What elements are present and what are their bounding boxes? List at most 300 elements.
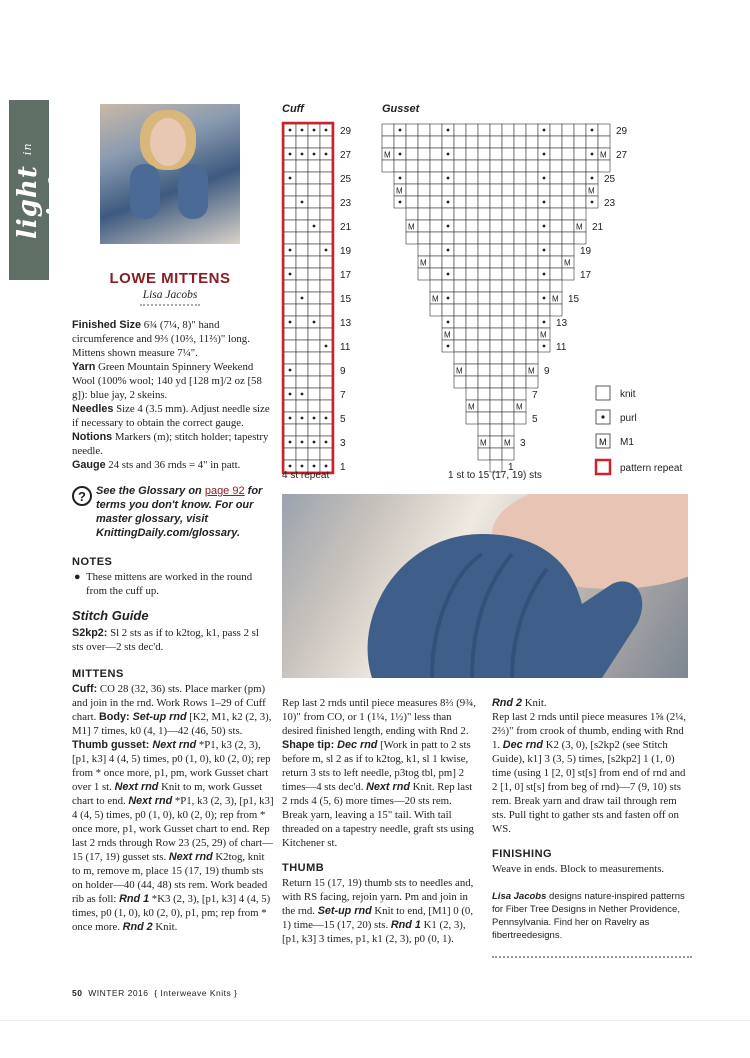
row-number: 23 bbox=[340, 198, 352, 209]
chart-cell bbox=[382, 136, 394, 148]
chart-cell bbox=[526, 136, 538, 148]
m1-symbol: M bbox=[528, 366, 535, 376]
chart-cell bbox=[526, 268, 538, 280]
chart-cell bbox=[478, 136, 490, 148]
row-number: 1 bbox=[340, 462, 346, 473]
chart-cell bbox=[478, 124, 490, 136]
purl-dot bbox=[447, 345, 450, 348]
row-number: 19 bbox=[340, 246, 352, 257]
chart-cell bbox=[538, 136, 550, 148]
chart-cell bbox=[454, 184, 466, 196]
chart-cell bbox=[490, 316, 502, 328]
chart-cell bbox=[514, 220, 526, 232]
row-number: 23 bbox=[604, 198, 616, 209]
chart-cell bbox=[514, 376, 526, 388]
chart-cell bbox=[514, 340, 526, 352]
chart-cell bbox=[406, 148, 418, 160]
chart-cell bbox=[418, 160, 430, 172]
chart-cell bbox=[514, 124, 526, 136]
purl-dot bbox=[301, 297, 304, 300]
chart-cell bbox=[526, 304, 538, 316]
chart-cell bbox=[478, 280, 490, 292]
chart-cell bbox=[502, 448, 514, 460]
chart-cell bbox=[394, 136, 406, 148]
chart-cell bbox=[502, 268, 514, 280]
chart-cell bbox=[550, 304, 562, 316]
m1-symbol: M bbox=[480, 438, 487, 448]
chart-cell bbox=[478, 304, 490, 316]
chart-cell bbox=[320, 328, 332, 340]
chart-cell bbox=[490, 424, 502, 436]
chart-cell bbox=[538, 184, 550, 196]
chart-cell bbox=[430, 124, 442, 136]
chart-cell bbox=[550, 268, 562, 280]
m1-symbol: M bbox=[408, 222, 415, 232]
question-icon: ? bbox=[72, 486, 92, 506]
chart-cell bbox=[490, 448, 502, 460]
chart-cell bbox=[430, 220, 442, 232]
chart-cell bbox=[284, 280, 296, 292]
chart-cell bbox=[514, 280, 526, 292]
chart-cell bbox=[430, 268, 442, 280]
spec-item: Needles Size 4 (3.5 mm). Adjust needle size if necessary to obtain the correct gauge. bbox=[72, 403, 270, 429]
chart-cell bbox=[418, 196, 430, 208]
chart-cell bbox=[466, 196, 478, 208]
purl-dot bbox=[325, 129, 328, 132]
purl-dot bbox=[447, 249, 450, 252]
purl-dot bbox=[591, 153, 594, 156]
purl-dot bbox=[325, 417, 328, 420]
page-footer: 50 WINTER 2016 { Interweave Knits } bbox=[72, 988, 238, 998]
chart-cell bbox=[478, 220, 490, 232]
chart-cell bbox=[478, 448, 490, 460]
chart-cell bbox=[514, 364, 526, 376]
chart-cell bbox=[526, 340, 538, 352]
chart-cell bbox=[478, 232, 490, 244]
chart-cell bbox=[466, 280, 478, 292]
purl-dot bbox=[313, 225, 316, 228]
notes-bullet: ● These mittens are worked in the round from the cuff up. bbox=[74, 571, 253, 597]
chart-cell bbox=[320, 388, 332, 400]
purl-dot bbox=[543, 153, 546, 156]
chart-cell bbox=[284, 304, 296, 316]
chart-cell bbox=[308, 364, 320, 376]
chart-cell bbox=[296, 232, 308, 244]
cuff-chart-label: Cuff bbox=[282, 103, 304, 115]
row-number: 15 bbox=[340, 294, 352, 305]
purl-dot bbox=[543, 201, 546, 204]
chart-cell bbox=[526, 160, 538, 172]
chart-cell bbox=[320, 232, 332, 244]
chart-cell bbox=[308, 280, 320, 292]
m1-symbol: M bbox=[600, 150, 607, 160]
chart-cell bbox=[502, 304, 514, 316]
chart-cell bbox=[562, 184, 574, 196]
chart-cell bbox=[490, 352, 502, 364]
row-number: 21 bbox=[592, 222, 604, 233]
chart-cell bbox=[454, 124, 466, 136]
chart-cell bbox=[526, 280, 538, 292]
spec-item: Gauge 24 sts and 36 rnds = 4" in patt. bbox=[72, 459, 241, 471]
purl-dot bbox=[447, 297, 450, 300]
chart-cell bbox=[454, 316, 466, 328]
spec-item: Yarn Green Mountain Spinnery Weekend Wool (100% wool; 140 yd [128 m]/2 oz [58 g]): blue jay, 2 skeins. bbox=[72, 361, 262, 401]
chart-cell bbox=[490, 208, 502, 220]
chart-cell bbox=[320, 256, 332, 268]
purl-dot bbox=[399, 201, 402, 204]
chart-cell bbox=[466, 340, 478, 352]
chart-cell bbox=[454, 196, 466, 208]
chart-cell bbox=[308, 328, 320, 340]
m1-symbol: M bbox=[504, 438, 511, 448]
finishing-text: Weave in ends. Block to measurements. bbox=[492, 863, 665, 875]
chart-cell bbox=[454, 208, 466, 220]
purl-dot bbox=[325, 153, 328, 156]
purl-dot bbox=[325, 441, 328, 444]
chart-cell bbox=[320, 268, 332, 280]
purl-dot bbox=[447, 225, 450, 228]
chart-cell bbox=[296, 172, 308, 184]
chart-cell bbox=[308, 388, 320, 400]
chart-cell bbox=[308, 292, 320, 304]
purl-dot bbox=[447, 273, 450, 276]
chart-cell bbox=[562, 208, 574, 220]
chart-cell bbox=[430, 196, 442, 208]
glossary-note: ? See the Glossary on page 92 for terms you don't know. For our master glossary, visit KnittingDaily.com/glossary. bbox=[72, 484, 272, 540]
chart-cell bbox=[490, 328, 502, 340]
chart-cell bbox=[406, 160, 418, 172]
chart-cell bbox=[490, 280, 502, 292]
row-number: 29 bbox=[340, 126, 352, 137]
chart-cell bbox=[320, 208, 332, 220]
chart-cell bbox=[478, 388, 490, 400]
row-number: 3 bbox=[520, 438, 526, 449]
finishing-heading: FINISHING bbox=[492, 848, 553, 860]
chart-cell bbox=[284, 376, 296, 388]
m1-symbol: M bbox=[564, 258, 571, 268]
notes-heading: NOTES bbox=[72, 556, 113, 568]
chart-cell bbox=[550, 124, 562, 136]
chart-cell bbox=[526, 292, 538, 304]
chart-cell bbox=[466, 292, 478, 304]
chart-cell bbox=[490, 400, 502, 412]
chart-cell bbox=[490, 436, 502, 448]
row-number: 27 bbox=[340, 150, 352, 161]
chart-cell bbox=[442, 136, 454, 148]
row-number: 29 bbox=[616, 126, 628, 137]
chart-cell bbox=[320, 316, 332, 328]
chart-cell bbox=[466, 352, 478, 364]
purl-dot bbox=[289, 465, 292, 468]
chart-cell bbox=[598, 124, 610, 136]
m1-symbol: M bbox=[444, 330, 451, 340]
chart-cell bbox=[296, 244, 308, 256]
chart-cell bbox=[562, 148, 574, 160]
chart-cell bbox=[526, 244, 538, 256]
chart-cell bbox=[442, 232, 454, 244]
row-number: 1 bbox=[508, 462, 514, 473]
purl-dot bbox=[313, 441, 316, 444]
chart-cell bbox=[284, 424, 296, 436]
chart-cell bbox=[430, 184, 442, 196]
chart-cell bbox=[308, 184, 320, 196]
row-number: 11 bbox=[556, 342, 567, 353]
row-number: 17 bbox=[580, 270, 592, 281]
purl-dot bbox=[325, 249, 328, 252]
purl-dot bbox=[543, 345, 546, 348]
chart-cell bbox=[466, 136, 478, 148]
chart-cell bbox=[442, 256, 454, 268]
chart-cell bbox=[526, 172, 538, 184]
chart-cell bbox=[478, 268, 490, 280]
chart-cell bbox=[490, 172, 502, 184]
purl-dot bbox=[301, 129, 304, 132]
chart-cell bbox=[308, 340, 320, 352]
chart-cell bbox=[478, 352, 490, 364]
legend-label: pattern repeat bbox=[620, 463, 683, 474]
chart-cell bbox=[502, 160, 514, 172]
chart-cell bbox=[454, 340, 466, 352]
m1-symbol: M bbox=[516, 402, 523, 412]
purl-dot bbox=[301, 417, 304, 420]
chart-cell bbox=[418, 208, 430, 220]
gusset-chart-label: Gusset bbox=[382, 103, 420, 115]
chart-cell bbox=[466, 220, 478, 232]
chart-cell bbox=[466, 376, 478, 388]
row-number: 7 bbox=[340, 390, 346, 401]
chart-cell bbox=[574, 148, 586, 160]
chart-cell bbox=[320, 424, 332, 436]
chart-cell bbox=[478, 160, 490, 172]
chart-cell bbox=[284, 340, 296, 352]
chart-cell bbox=[382, 124, 394, 136]
m1-symbol: M bbox=[420, 258, 427, 268]
row-number: 25 bbox=[340, 174, 352, 185]
col2-text-1: Rep last 2 rnds until piece measures 8⅔ (9¾, 10)" from CO, or 1 (1¼, 1½)" less than desired finished length, ending with Rnd 2. Shape tip: Dec rnd [Work in patt to 2 sts before m, sl 2 as if to k2tog, k1, sl 1 kwise, return 3 sts to left needle, p3tog tbl, pm] 2 times—4 sts dec'd. Next rnd Knit. Rep last 2 rnds 4 (5, 6) more times—20 sts rem. Break yarn, leaving a 15" tail. With tail threaded on a tapestry needle, graft sts using Kitchener st. bbox=[282, 697, 477, 849]
chart-cell bbox=[550, 244, 562, 256]
chart-cell bbox=[586, 160, 598, 172]
row-number: 9 bbox=[544, 366, 550, 377]
chart-cell bbox=[550, 196, 562, 208]
chart-cell bbox=[490, 220, 502, 232]
chart-cell bbox=[308, 400, 320, 412]
chart-cell bbox=[478, 208, 490, 220]
chart-cell bbox=[502, 328, 514, 340]
chart-cell bbox=[406, 208, 418, 220]
chart-cell bbox=[562, 220, 574, 232]
chart-cell bbox=[454, 352, 466, 364]
chart-cell bbox=[284, 220, 296, 232]
chart-cell bbox=[418, 172, 430, 184]
chart-cell bbox=[562, 196, 574, 208]
chart-cell bbox=[320, 400, 332, 412]
chart-cell bbox=[320, 160, 332, 172]
chart-cell bbox=[296, 268, 308, 280]
chart-cell bbox=[320, 292, 332, 304]
chart-cell bbox=[442, 160, 454, 172]
chart-cell bbox=[514, 352, 526, 364]
chart-cell bbox=[308, 136, 320, 148]
bio-underline bbox=[492, 956, 692, 958]
chart-cell bbox=[454, 256, 466, 268]
chart-cell bbox=[502, 340, 514, 352]
chart-cell bbox=[550, 280, 562, 292]
chart-cell bbox=[308, 352, 320, 364]
chart-cell bbox=[418, 268, 430, 280]
chart-cell bbox=[296, 184, 308, 196]
chart-cell bbox=[430, 280, 442, 292]
legend-swatch bbox=[596, 386, 610, 400]
chart-cell bbox=[406, 172, 418, 184]
chart-cell bbox=[502, 424, 514, 436]
chart-cell bbox=[502, 364, 514, 376]
chart-cell bbox=[598, 160, 610, 172]
chart-cell bbox=[406, 196, 418, 208]
chart-cell bbox=[430, 160, 442, 172]
chart-cell bbox=[550, 160, 562, 172]
chart-cell bbox=[466, 328, 478, 340]
chart-cell bbox=[490, 292, 502, 304]
chart-cell bbox=[514, 292, 526, 304]
chart-cell bbox=[574, 232, 586, 244]
chart-cell bbox=[502, 280, 514, 292]
chart-cell bbox=[478, 412, 490, 424]
chart-cell bbox=[284, 328, 296, 340]
chart-cell bbox=[514, 160, 526, 172]
chart-cell bbox=[574, 184, 586, 196]
chart-cell bbox=[490, 388, 502, 400]
chart-cell bbox=[296, 376, 308, 388]
glossary-page-link[interactable]: page 92 bbox=[204, 485, 245, 497]
chart-cell bbox=[562, 124, 574, 136]
chart-cell bbox=[308, 196, 320, 208]
chart-cell bbox=[526, 352, 538, 364]
chart-cell bbox=[538, 232, 550, 244]
chart-cell bbox=[296, 400, 308, 412]
chart-cell bbox=[284, 232, 296, 244]
chart-cell bbox=[514, 232, 526, 244]
chart-cell bbox=[430, 172, 442, 184]
chart-cell bbox=[526, 232, 538, 244]
chart-cell bbox=[550, 136, 562, 148]
chart-cell bbox=[550, 220, 562, 232]
row-number: 25 bbox=[604, 174, 616, 185]
chart-cell bbox=[562, 136, 574, 148]
purl-dot bbox=[289, 249, 292, 252]
purl-dot bbox=[543, 249, 546, 252]
chart-cell bbox=[574, 160, 586, 172]
chart-cell bbox=[490, 304, 502, 316]
purl-dot bbox=[543, 129, 546, 132]
chart-cell bbox=[502, 196, 514, 208]
chart-cell bbox=[526, 124, 538, 136]
chart-cell bbox=[466, 268, 478, 280]
purl-dot bbox=[289, 153, 292, 156]
col3-text-2: Rep last 2 rnds until piece measures 1⅝ (2¼, 2⅔)" from crook of thumb, ending with Rnd 1. Dec rnd K2 (3, 0), [s2kp2 (see Stitch Guide), k1] 3 (3, 5) times, [s2kp2] 1 (1, 0) time (using 1 [2, 0] st[s] from end of rnd and 2 [1, 0] st[s] from beg of rnd)—7 (9, 10) sts rem. Break yarn and draw tail through rem sts. Pull tight to gather sts and fasten off on WS. bbox=[492, 711, 687, 835]
chart-cell bbox=[430, 148, 442, 160]
mitten-photo bbox=[282, 494, 688, 678]
chart-cell bbox=[502, 136, 514, 148]
chart-cell bbox=[418, 124, 430, 136]
chart-cell bbox=[526, 148, 538, 160]
chart-cell bbox=[454, 148, 466, 160]
col3-text-1: Rnd 2 Knit. bbox=[492, 697, 547, 709]
row-number: 13 bbox=[556, 318, 568, 329]
chart-cell bbox=[284, 256, 296, 268]
chart-cell bbox=[502, 124, 514, 136]
chart-cell bbox=[490, 340, 502, 352]
chart-cell bbox=[574, 136, 586, 148]
purl-dot bbox=[289, 273, 292, 276]
chart-cell bbox=[478, 376, 490, 388]
purl-dot bbox=[289, 393, 292, 396]
chart-cell bbox=[502, 244, 514, 256]
purl-dot bbox=[313, 465, 316, 468]
chart-cell bbox=[284, 208, 296, 220]
charts-svg bbox=[0, 0, 750, 490]
chart-cell bbox=[478, 244, 490, 256]
chart-cell bbox=[320, 376, 332, 388]
chart-cell bbox=[490, 136, 502, 148]
chart-cell bbox=[466, 388, 478, 400]
chart-cell bbox=[466, 364, 478, 376]
legend-label: M1 bbox=[620, 437, 634, 448]
purl-dot bbox=[543, 177, 546, 180]
chart-cell bbox=[296, 364, 308, 376]
purl-dot bbox=[399, 177, 402, 180]
chart-cell bbox=[514, 304, 526, 316]
purl-dot bbox=[447, 153, 450, 156]
spec-item: Finished Size 6¾ (7¼, 8)" hand circumference and 9⅔ (10⅔, 11⅔)" long. Mittens shown measure 7¼". bbox=[72, 319, 250, 359]
chart-cell bbox=[538, 208, 550, 220]
chart-cell bbox=[490, 364, 502, 376]
chart-cell bbox=[296, 136, 308, 148]
chart-cell bbox=[466, 256, 478, 268]
purl-dot bbox=[325, 465, 328, 468]
chart-cell bbox=[466, 172, 478, 184]
thumb-heading: THUMB bbox=[282, 862, 325, 874]
chart-cell bbox=[382, 160, 394, 172]
chart-cell bbox=[526, 184, 538, 196]
chart-cell bbox=[502, 412, 514, 424]
chart-cell bbox=[514, 184, 526, 196]
purl-dot bbox=[313, 417, 316, 420]
chart-cell bbox=[550, 148, 562, 160]
chart-cell bbox=[320, 364, 332, 376]
row-number: 5 bbox=[532, 414, 538, 425]
stitch-guide-heading: Stitch Guide bbox=[72, 608, 149, 623]
purl-dot bbox=[399, 129, 402, 132]
chart-cell bbox=[502, 172, 514, 184]
chart-cell bbox=[526, 328, 538, 340]
col2-text-2: Return 15 (17, 19) thumb sts to needles and, with RS facing, rejoin yarn. Pm and join in the rnd. Set-up rnd Knit to end, [M1] 0 (0, 1) time—15 (17, 20) sts. Rnd 1 K1 (2, 3), [p1, k3] 3 times, p1, k1 (2, 3), p0 (0, 1). bbox=[282, 877, 474, 945]
chart-cell bbox=[478, 292, 490, 304]
chart-cell bbox=[478, 424, 490, 436]
stitch-guide-text: S2kp2: Sl 2 sts as if to k2tog, k1, pass 2 sl sts over—2 sts dec'd. bbox=[72, 627, 259, 653]
chart-cell bbox=[502, 148, 514, 160]
chart-cell bbox=[502, 232, 514, 244]
m1-symbol: M bbox=[552, 294, 559, 304]
chart-cell bbox=[284, 160, 296, 172]
chart-cell bbox=[562, 172, 574, 184]
chart-cell bbox=[296, 304, 308, 316]
m1-symbol: M bbox=[384, 150, 391, 160]
legend-swatch bbox=[596, 460, 610, 474]
chart-cell bbox=[514, 244, 526, 256]
chart-cell bbox=[490, 184, 502, 196]
purl-dot bbox=[289, 129, 292, 132]
chart-cell bbox=[478, 196, 490, 208]
